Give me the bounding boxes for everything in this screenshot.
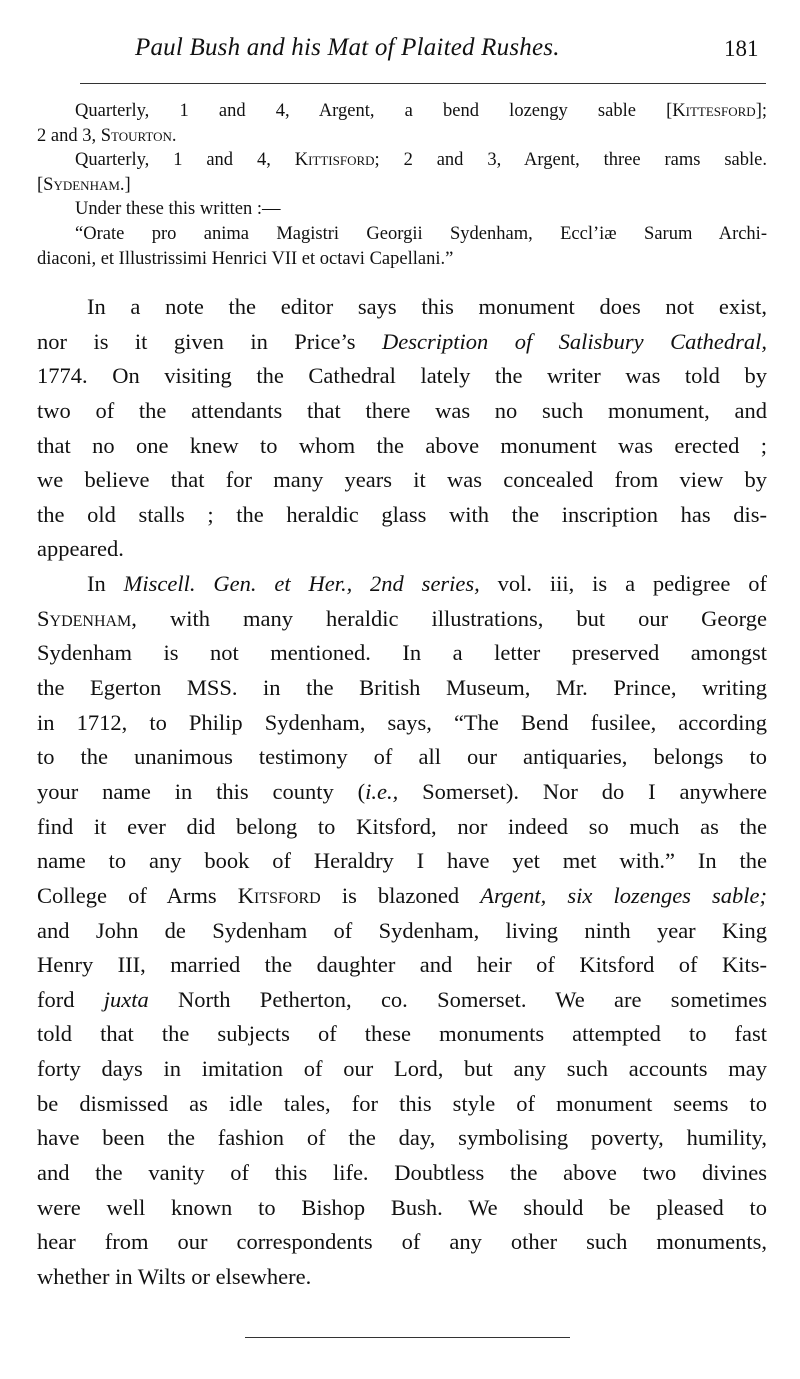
text-segment: Quarterly, 1 and 4, bbox=[75, 150, 295, 171]
running-title: Paul Bush and his Mat of Plaited Rushes. bbox=[135, 34, 560, 61]
text-line bbox=[37, 463, 767, 498]
italic-text: Description of Salisbury Cathedral, bbox=[382, 328, 767, 354]
text-line bbox=[37, 247, 767, 272]
text-line bbox=[37, 1017, 767, 1052]
text-line bbox=[37, 429, 767, 464]
text-segment: ]; bbox=[755, 101, 767, 121]
text-line bbox=[37, 222, 767, 247]
text-segment: two of the attendants that there was no such monument, and bbox=[37, 397, 767, 423]
text-line bbox=[37, 498, 767, 533]
text-segment: nor is it given in Price’s bbox=[37, 328, 382, 354]
text-line bbox=[37, 671, 767, 706]
text-segment: were well known to Bishop Bush. We should be pleased to bbox=[37, 1194, 767, 1220]
text-segment: find it ever did belong to Kitsford, nor indeed so much as the bbox=[37, 813, 767, 839]
text-line bbox=[37, 602, 767, 637]
text-segment: and John de Sydenham of Sydenham, living ninth year King bbox=[37, 917, 767, 943]
text-segment: your name in this county ( bbox=[37, 778, 366, 804]
text-line bbox=[37, 983, 767, 1018]
text-line bbox=[37, 914, 767, 949]
text-segment: diaconi, et Illustrissimi Henrici VII et octavi Capellani.” bbox=[37, 248, 454, 269]
small-caps-text: Sydenham. bbox=[43, 174, 125, 195]
text-segment: and the vanity of this life. Doubtless the above two divines bbox=[37, 1160, 767, 1186]
text-segment: with many heraldic illustrations, but our George bbox=[136, 605, 767, 631]
end-rule bbox=[245, 1337, 570, 1338]
text-line bbox=[37, 197, 767, 222]
text-segment: ford bbox=[37, 986, 104, 1012]
text-segment: told that the subjects of these monuments attempted to fast bbox=[37, 1021, 767, 1047]
text-line bbox=[37, 1156, 767, 1191]
text-segment: be dismissed as idle tales, for this style of monument seems to bbox=[37, 1090, 767, 1116]
italic-text: juxta bbox=[103, 986, 149, 1012]
text-line bbox=[37, 1121, 767, 1156]
text-line bbox=[37, 1052, 767, 1087]
text-segment: Sydenham is not mentioned. In a letter preserved amongst bbox=[37, 640, 767, 666]
header-rule bbox=[80, 83, 766, 84]
text-line bbox=[37, 173, 767, 198]
text-segment: “Orate pro anima Magistri Georgii Sydenham, Eccl’iæ Sarum Archi- bbox=[75, 223, 767, 244]
small-caps-text: Kitsford bbox=[237, 882, 321, 908]
text-segment: in 1712, to Philip Sydenham, says, “The Bend fusilee, according bbox=[37, 709, 767, 735]
text-segment: the Egerton MSS. in the British Museum, Mr. Prince, writing bbox=[37, 675, 767, 701]
text-line bbox=[37, 1260, 767, 1295]
text-line bbox=[37, 775, 767, 810]
text-segment: Henry III, married the daughter and heir of Kitsford of Kits- bbox=[37, 952, 767, 978]
heraldic-description-block bbox=[37, 99, 767, 271]
text-segment: North Petherton, co. Somerset. We are sometimes bbox=[148, 986, 767, 1012]
text-line bbox=[37, 394, 767, 429]
small-caps-text: Kittisford bbox=[294, 150, 375, 171]
text-line bbox=[37, 290, 767, 325]
text-segment: whether in Wilts or elsewhere. bbox=[37, 1263, 312, 1289]
page-number: 181 bbox=[724, 36, 759, 61]
text-segment: forty days in imitation of our Lord, but any such accounts may bbox=[37, 1056, 767, 1082]
text-segment: ; 2 and 3, Argent, three rams sable. bbox=[374, 150, 767, 171]
small-caps-text: Sydenham, bbox=[37, 605, 137, 631]
text-segment: [ bbox=[37, 174, 44, 195]
text-line bbox=[37, 740, 767, 775]
text-line bbox=[37, 948, 767, 983]
text-line bbox=[37, 532, 767, 567]
text-segment: that no one knew to whom the above monument was erected ; bbox=[37, 432, 767, 458]
small-caps-text: Stourton. bbox=[100, 125, 177, 146]
text-segment: appeared. bbox=[37, 536, 124, 562]
text-line bbox=[37, 148, 767, 173]
text-segment: name to any book of Heraldry I have yet met with.” In the bbox=[37, 848, 767, 874]
text-line bbox=[37, 325, 767, 360]
italic-text: Miscell. Gen. et Her., 2nd series, bbox=[123, 571, 480, 597]
text-line bbox=[37, 567, 767, 602]
text-line bbox=[37, 1191, 767, 1226]
text-segment: College of Arms bbox=[37, 882, 238, 908]
text-line bbox=[37, 810, 767, 845]
text-line bbox=[37, 844, 767, 879]
text-segment: to the unanimous testimony of all our antiquaries, belongs to bbox=[37, 744, 767, 770]
text-line bbox=[37, 879, 767, 914]
text-line bbox=[37, 124, 767, 149]
small-caps-text: Kittesford bbox=[672, 101, 756, 121]
text-segment: hear from our correspondents of any other such monuments, bbox=[37, 1229, 767, 1255]
text-line bbox=[37, 1225, 767, 1260]
text-segment: Quarterly, 1 and 4, Argent, a bend lozengy sable [ bbox=[75, 101, 673, 121]
text-segment: 1774. On visiting the Cathedral lately the writer was told by bbox=[37, 363, 767, 389]
text-line bbox=[37, 636, 767, 671]
text-line bbox=[37, 359, 767, 394]
text-segment: is blazoned bbox=[320, 882, 481, 908]
text-segment: 2 and 3, bbox=[37, 125, 101, 146]
text-segment: we believe that for many years it was concealed from view by bbox=[37, 467, 767, 493]
text-line bbox=[37, 706, 767, 741]
text-line bbox=[37, 99, 767, 124]
text-segment: ] bbox=[124, 174, 131, 195]
text-segment: vol. iii, is a pedigree of bbox=[479, 571, 767, 597]
text-segment: the old stalls ; the heraldic glass with the inscription has dis- bbox=[37, 501, 767, 527]
text-line bbox=[37, 1087, 767, 1122]
italic-text: i.e., bbox=[365, 778, 399, 804]
italic-text: Argent, six lozenges sable; bbox=[480, 882, 768, 908]
text-segment: Under these this written :— bbox=[75, 199, 281, 220]
text-segment: In bbox=[87, 571, 124, 597]
running-header bbox=[0, 30, 800, 70]
text-segment: Somerset). Nor do I anywhere bbox=[398, 778, 767, 804]
text-segment: In a note the editor says this monument does not exist, bbox=[87, 294, 767, 319]
body-text bbox=[37, 290, 767, 1295]
text-segment: have been the fashion of the day, symbolising poverty, humility, bbox=[37, 1125, 767, 1151]
